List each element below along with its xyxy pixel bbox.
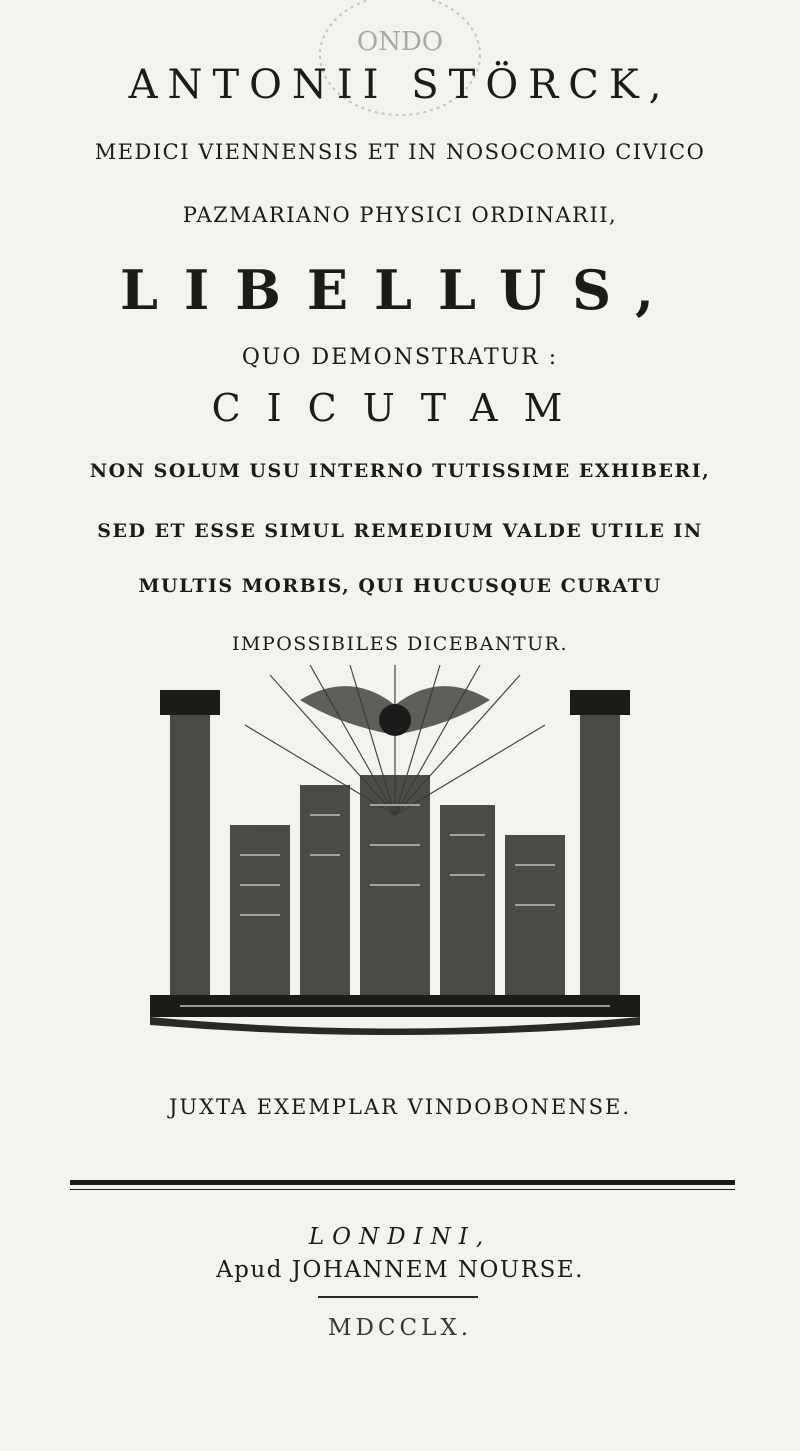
imprint-divider [318,1296,478,1298]
description-line-4: IMPOSSIBILES DICEBANTUR. [231,633,569,655]
divider-thick [70,1180,735,1185]
imprint-city: LONDINI, [308,1224,492,1250]
imprint-year: MDCCLX. [327,1315,473,1341]
subject-title: CICUTAM [211,386,589,430]
description-line-1: NON SOLUM USU INTERNO TUTISSIME EXHIBERI, [89,460,711,482]
description-line-3: MULTIS MORBIS, QUI HUCUSQUE CURATU [138,575,662,597]
description-line-2: SED ET ESSE SIMUL REMEDIUM VALDE UTILE IN [97,520,703,542]
stamp-text: ONDO [356,27,444,57]
author-title-line-2: PAZMARIANO PHYSICI ORDINARII, [182,203,618,227]
divider-thin [70,1189,735,1190]
imprint-publisher: Apud JOHANNEM NOURSE. [216,1257,584,1283]
work-title: LIBELLUS, [120,258,680,322]
engraved-vignette [150,665,640,1040]
author-title-line-1: MEDICI VIENNENSIS ET IN NOSOCOMIO CIVICO [94,140,706,164]
edition-note: JUXTA EXEMPLAR VINDOBONENSE. [168,1095,631,1119]
author-name: ANTONII STÖRCK, [128,62,672,108]
quo-demonstratur: QUO DEMONSTRATUR : [241,345,559,370]
